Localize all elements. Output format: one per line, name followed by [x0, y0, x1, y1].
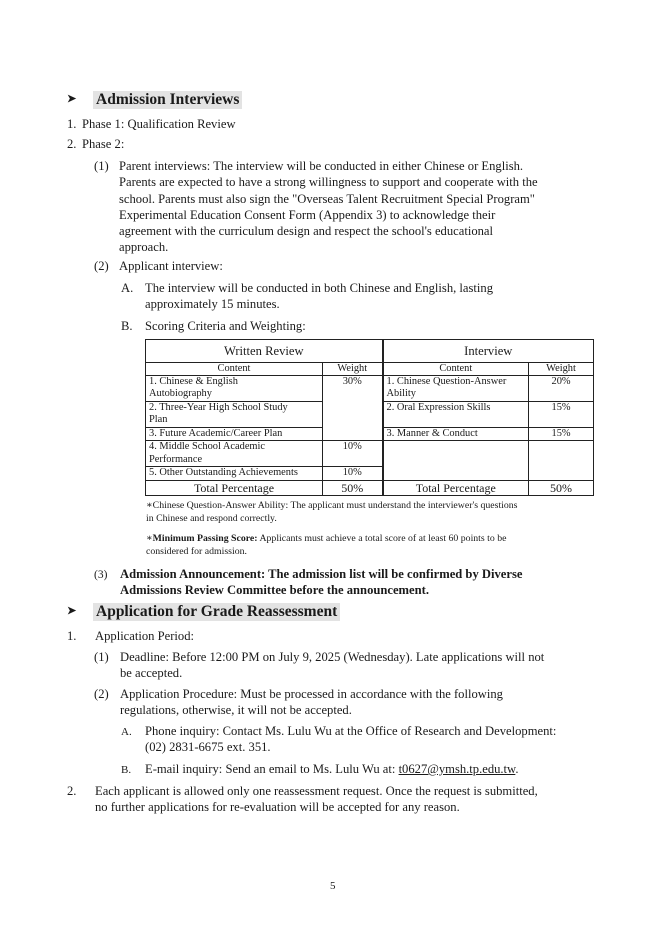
list-item: 2. Phase 2: [67, 137, 125, 151]
arrow-bullet-icon: ➤ [67, 605, 77, 617]
note-minimum-passing: ∗Minimum Passing Score: Applicants must achieve a total score of at least 60 points to be considered for admission. [146, 533, 507, 557]
parent-interview-text: Parent interviews: The interview will be conducted in either Chinese or English. Parents are expected to have a strong willingness to support and cooperate with the school. Parents must also sign the "Overseas Talent Recruitment Special Program" Experimental Education Consent Form (Appendix 3) to acknowledge their agreement with the curriculum design and respect the school's educational approach. [119, 159, 538, 255]
sub-item-number: (2) [94, 687, 109, 701]
table-cell-weight: 10% [323, 467, 383, 480]
table-cell: 4. Middle School Academic Performance [146, 441, 323, 467]
table-cell: 3. Future Academic/Career Plan [146, 428, 323, 441]
sub-sub-item-letter: A. [121, 281, 134, 295]
procedure-text: Application Procedure: Must be processed in accordance with the following regulations, otherwise, it will not be accepted. [120, 687, 503, 718]
column-header-content: Content [146, 363, 323, 376]
sub-sub-item-letter: B. [121, 764, 132, 776]
list-item: 1. Phase 1: Qualification Review [67, 117, 236, 131]
table-cell: 2. Oral Expression Skills [383, 402, 529, 428]
list-item-number: 1. [67, 629, 77, 643]
interview-header: Interview [383, 340, 594, 363]
list-item-number: 2. [67, 784, 77, 798]
application-period-label: Application Period: [95, 629, 194, 643]
arrow-bullet-icon: ➤ [67, 93, 77, 105]
table-cell-weight: 15% [529, 428, 594, 441]
table-cell: 1. Chinese & English Autobiography [146, 376, 323, 402]
sub-item-number: (3) [94, 569, 108, 581]
total-label: Total Percentage [146, 480, 323, 495]
note-chinese-ability: ∗Chinese Question-Answer Ability: The applicant must understand the interviewer's questions in Chinese and respond correctly. [146, 500, 518, 524]
table-cell: 1. Chinese Question-Answer Ability [383, 376, 529, 402]
table-cell-weight: 15% [529, 402, 594, 428]
column-header-content: Content [383, 363, 529, 376]
column-header-weight: Weight [323, 363, 383, 376]
email-link[interactable]: t0627@ymsh.tp.edu.tw [398, 762, 516, 776]
table-cell-weight: 10% [323, 441, 383, 467]
interview-duration-text: The interview will be conducted in both Chinese and English, lasting approximately 15 minutes. [145, 281, 494, 312]
column-header-weight: Weight [529, 363, 594, 376]
total-label: Total Percentage [383, 480, 529, 495]
section-title: Admission Interviews [93, 91, 242, 109]
section-heading-grade-reassessment [67, 603, 387, 623]
scoring-criteria-label: Scoring Criteria and Weighting: [145, 319, 306, 333]
applicant-interview-label: Applicant interview: [119, 259, 223, 273]
sub-item-number: (1) [94, 650, 109, 664]
admission-announcement-text: Admission Announcement: The admission list will be confirmed by Diverse Admissions Review Committee before the announcement. [120, 567, 523, 598]
sub-item-number: (1) [94, 159, 109, 173]
sub-sub-item-letter: A. [121, 726, 132, 738]
written-total: 50% [323, 480, 383, 495]
table-cell-weight: 30% [323, 376, 383, 441]
sub-item-number: (2) [94, 259, 109, 273]
interview-total: 50% [529, 480, 594, 495]
reassessment-limit-text: Each applicant is allowed only one reassessment request. Once the request is submitted, no further applications for re-evaluation will be accepted for any reason. [95, 784, 538, 815]
table-cell: 5. Other Outstanding Achievements [146, 467, 323, 480]
section-heading-admission-interviews [67, 91, 367, 111]
table-cell: 2. Three-Year High School Study Plan [146, 402, 323, 428]
table-cell-weight: 20% [529, 376, 594, 402]
section-title: Application for Grade Reassessment [93, 603, 340, 621]
sub-sub-item-letter: B. [121, 319, 133, 333]
table-cell: 3. Manner & Conduct [383, 428, 529, 441]
table-cell-empty [529, 441, 594, 480]
email-inquiry-text: E-mail inquiry: Send an email to Ms. Lulu Wu at: t0627@ymsh.tp.edu.tw. [145, 762, 519, 776]
written-review-header: Written Review [146, 340, 383, 363]
phone-inquiry-text: Phone inquiry: Contact Ms. Lulu Wu at the Office of Research and Development: (02) 2831-6675 ext. 351. [145, 724, 557, 755]
deadline-text: Deadline: Before 12:00 PM on July 9, 2025 (Wednesday). Late applications will not be accepted. [120, 650, 545, 681]
table-cell-empty [383, 441, 529, 480]
page-number: 5 [330, 880, 336, 892]
scoring-table [145, 339, 594, 496]
